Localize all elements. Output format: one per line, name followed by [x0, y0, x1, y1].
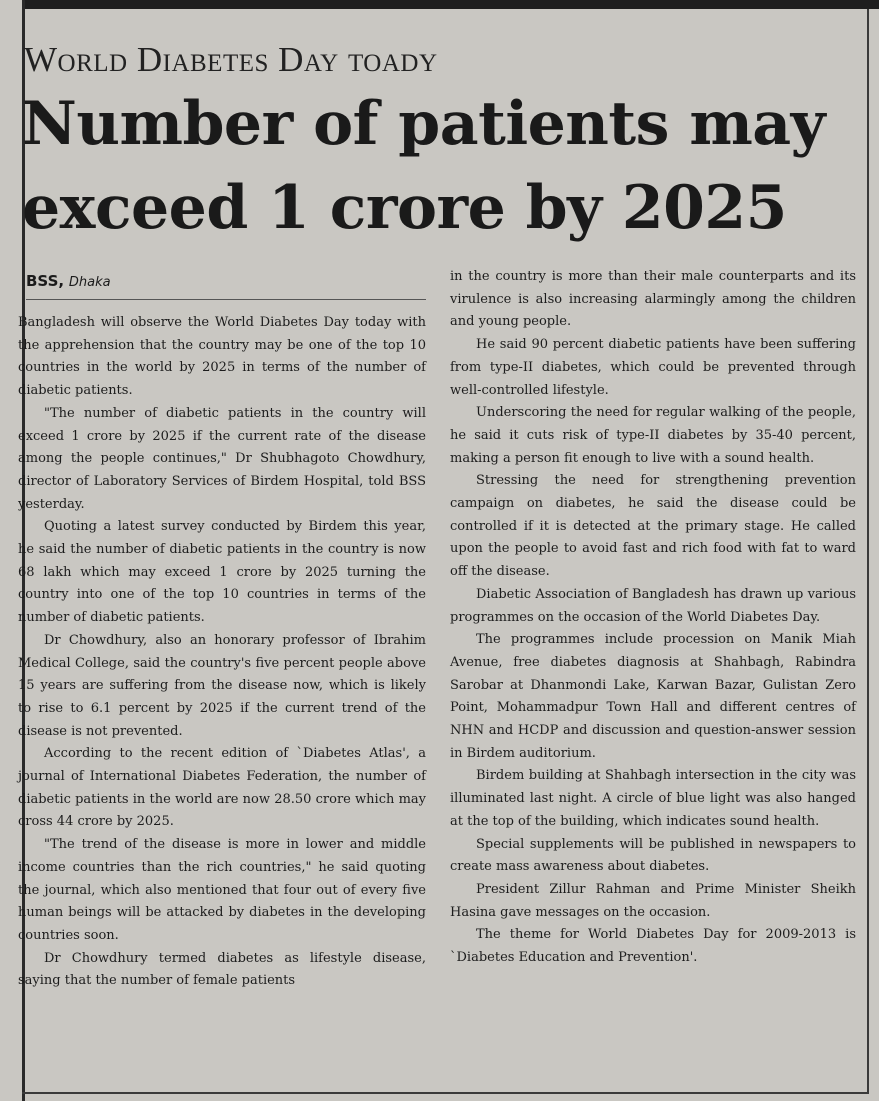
paragraph: He said 90 percent diabetic patients have been suffering from type-II diabetes, which could be prevented through well-controlled lifestyle. — [450, 337, 856, 398]
paragraph: Birdem building at Shahbagh intersection in the city was illuminated last night. A circle of blue light was also hanged at the top of the building, which indicates sound health. — [450, 768, 856, 829]
byline-agency: BSS, — [26, 272, 65, 290]
top-border-rule — [22, 0, 879, 9]
article-column-1 — [18, 312, 426, 993]
paragraph: Quoting a latest survey conducted by Birdem this year, he said the number of diabetic patients in the country is now 68 lakh which may exceed 1 crore by 2025 turning the country into one of the top 10 countries in terms of the number of diabetic patients. — [18, 519, 426, 626]
paragraph: President Zillur Rahman and Prime Minister Sheikh Hasina gave messages on the occasion. — [450, 881, 856, 920]
article-column-2 — [450, 266, 856, 970]
paragraph: Dr Chowdhury termed diabetes as lifestyle disease, saying that the number of female patients — [18, 950, 426, 989]
paragraph: Bangladesh will observe the World Diabetes Day today with the apprehension that the country may be one of the top 10 countries in the world by 2025 in terms of the number of diabetic patients. — [18, 315, 426, 399]
byline-divider — [26, 299, 426, 300]
paragraph: in the country is more than their male counterparts and its virulence is also increasing alarmingly among the children and young people. — [450, 269, 856, 330]
byline-place: Dhaka — [68, 275, 111, 290]
paragraph: "The number of diabetic patients in the country will exceed 1 crore by 2025 if the current rate of the disease among the people continues," Dr Shubhagoto Chowdhury, director of Laboratory Services of Birdem Hospital, told BSS yesterday. — [18, 405, 426, 512]
paragraph: The theme for World Diabetes Day for 2009-2013 is `Diabetes Education and Prevention'. — [450, 927, 856, 966]
article-headline: Number of patients may exceed 1 crore by 2025 — [22, 89, 826, 243]
paragraph: "The trend of the disease is more in lower and middle income countries than the rich countries," he said quoting the journal, which also mentioned that four out of every five human beings will be attacked by diabetes in the developing countries soon. — [18, 837, 426, 943]
paragraph: Diabetic Association of Bangladesh has drawn up various programmes on the occasion of the World Diabetes Day. — [450, 586, 856, 625]
article-kicker: World Diabetes Day toady — [24, 40, 438, 79]
paragraph: Dr Chowdhury, also an honorary professor of Ibrahim Medical College, said the country's five percent people above 15 years are suffering from the disease now, which is likely to rise to 6.1 percent by 2025 if the current trend of the disease is not prevented. — [18, 632, 426, 739]
byline — [26, 272, 111, 290]
paragraph: The programmes include procession on Manik Miah Avenue, free diabetes diagnosis at Shahbagh, Rabindra Sarobar at Dhanmondi Lake, Karwan Bazar, Gulistan Zero Point, Mohammadpur Town Hall and different centres of NHN and HCDP and discussion and question-answer session in Birdem auditorium. — [450, 632, 856, 761]
right-border-rule — [867, 9, 869, 1094]
bottom-border-rule — [22, 1092, 867, 1094]
paragraph: According to the recent edition of `Diabetes Atlas', a journal of International Diabetes Federation, the number of diabetic patients in the world are now 28.50 crore which may cross 44 crore by 2025. — [18, 746, 426, 830]
paragraph: Stressing the need for strengthening prevention campaign on diabetes, he said the disease could be controlled if it is detected at the primary stage. He called upon the people to avoid fast and rich food with fat to ward off the disease. — [450, 473, 856, 580]
paragraph: Special supplements will be published in newspapers to create mass awareness about diabetes. — [450, 836, 856, 875]
paragraph: Underscoring the need for regular walking of the people, he said it cuts risk of type-II diabetes by 35-40 percent, making a person fit enough to live with a sound health. — [450, 405, 856, 466]
